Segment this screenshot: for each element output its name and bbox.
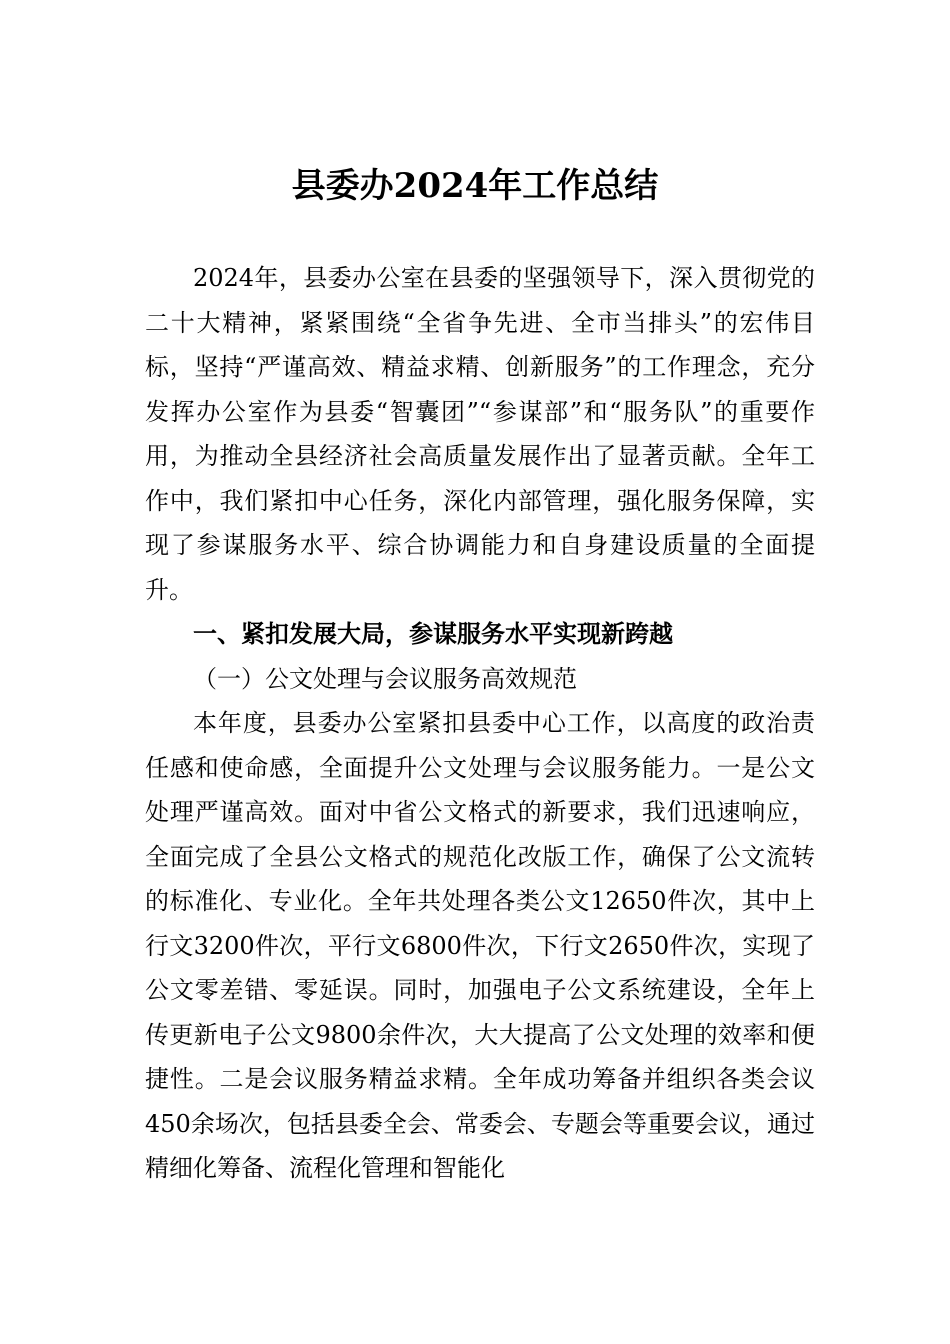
section-heading-1: 一、紧扣发展大局，参谋服务水平实现新跨越 (193, 620, 673, 648)
intro-paragraph: 2024年，县委办公室在县委的坚强领导下，深入贯彻党的二十大精神，紧紧围绕“全省争先进、全市当排头”的宏伟目标，坚持“严谨高效、精益求精、创新服务”的工作理念，充分发挥办公室作为县委“智囊团”“参谋部”和“服务队”的重要作用，为推动全县经济社会高质量发展作出了显著贡献。全年工作中，我们紧扣中心任务，深化内部管理，强化服务保障，实现了参谋服务水平、综合协调能力和自身建设质量的全面提升。 (145, 264, 815, 604)
document-title: 县委办2024年工作总结 (291, 166, 659, 206)
subsection-heading-1: （一）公文处理与会议服务高效规范 (193, 664, 577, 693)
body-paragraph: 本年度，县委办公室紧扣县委中心工作，以高度的政治责任感和使命感，全面提升公文处理与会议服务能力。一是公文处理严谨高效。面对中省公文格式的新要求，我们迅速响应，全面完成了全县公文格式的规范化改版工作，确保了公文流转的标准化、专业化。全年共处理各类公文12650件次，其中上行文3200件次，平行文6800件次，下行文2650件次，实现了公文零差错、零延误。同时，加强电子公文系统建设，全年上传更新电子公文9800余件次，大大提高了公文处理的效率和便捷性。二是会议服务精益求精。全年成功筹备并组织各类会议450余场次，包括县委全会、常委会、专题会等重要会议，通过精细化筹备、流程化管理和智能化 (145, 709, 815, 1182)
document-body (145, 256, 815, 1191)
